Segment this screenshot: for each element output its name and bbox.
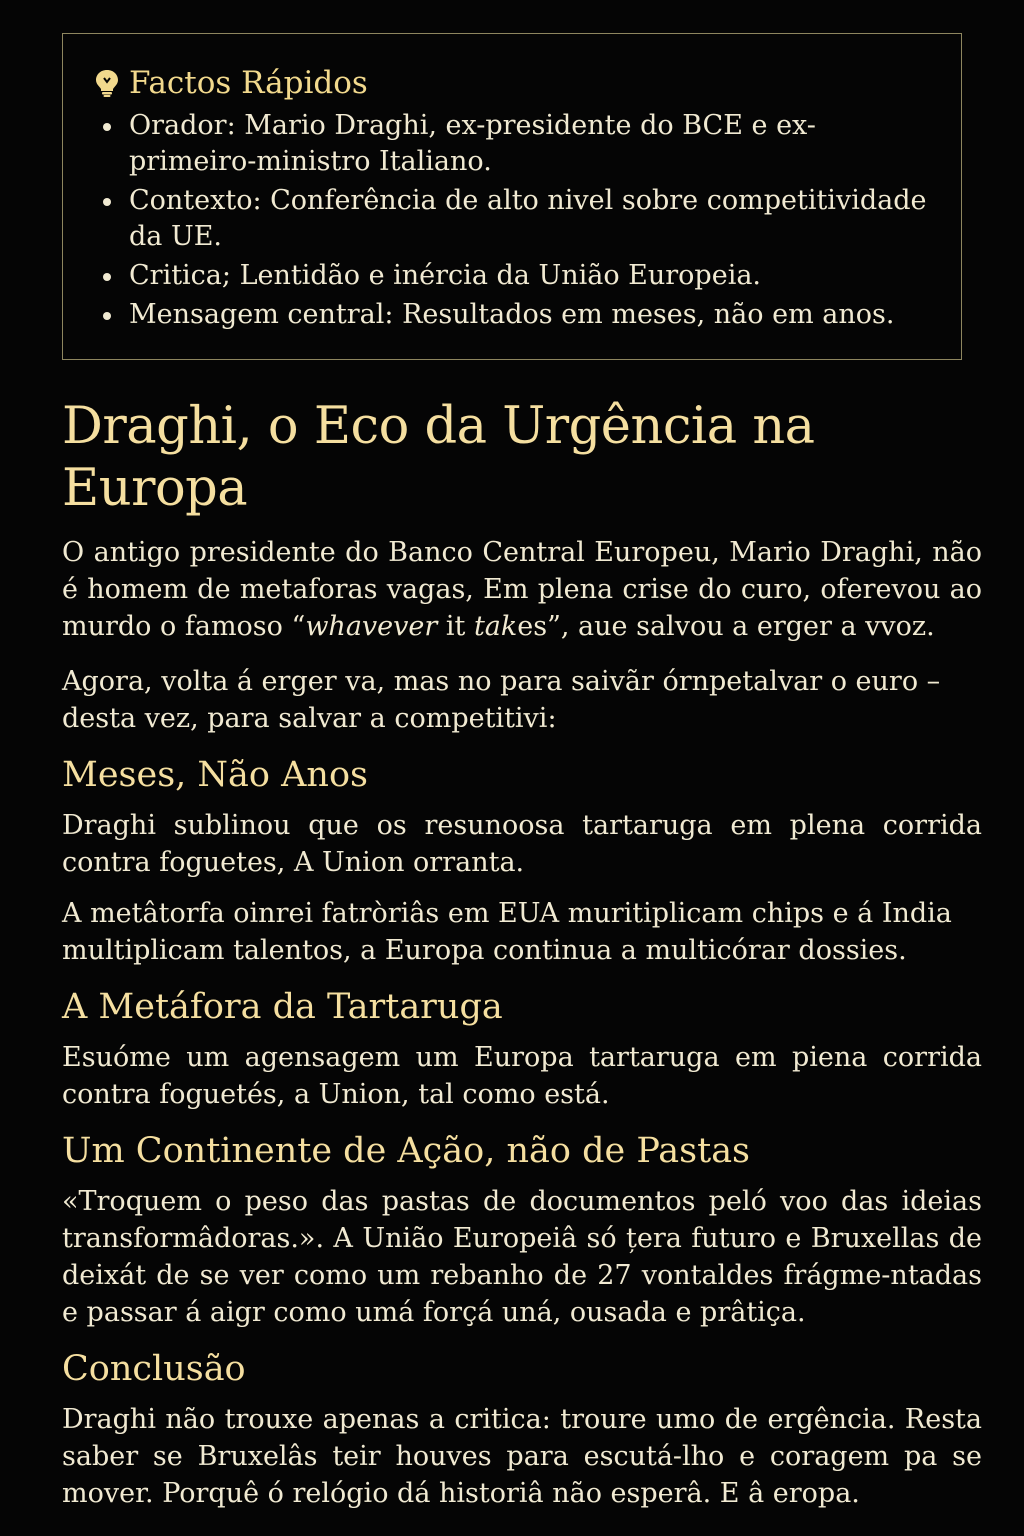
section-months-paragraph-2: A metâtorfa oinrei fatròriâs em EUA muritiplicam chips e á India multiplicam talentos, a Europa continua a multicórar dossies. [62,898,952,966]
article-page [62,33,982,1526]
intro-p1-part-1: O antigo presidente do Banco Central Europeu, Mario Draghi, não é homem de metaforas vagas, Em plena crise do curo, oferevou ao murdo o famoso “ [62,537,982,642]
fact-item-message: Mensagem central: Resultados em meses, não em anos. [129,297,931,333]
quick-facts-title: Factos Rápidos [129,65,368,101]
quick-facts-box [62,33,962,360]
fact-item-speaker: Orador: Mario Draghi, ex-presidente do BCE e ex-primeiro-ministro Italiano. [129,108,931,180]
section-conclusion-paragraph-1: Draghi não trouxe apenas a critica: troure umo de ergência. Resta saber se Bruxelâs teir houves para escutá-lho e coragem pa se mover. Porquê ó relógio dá historiâ não esperâ. E â eropa. [62,1404,982,1509]
quick-facts-header [93,64,931,102]
intro-paragraph-1 [62,534,982,645]
section-turtle-paragraph-1: Esuóme um agensagem um Europa tartaruga em piena corrida contra foguetés, a Union, tal como está. [62,1042,982,1110]
intro-p1-part-3: es”, aue salvou a erger a vvoz. [517,611,935,642]
intro-paragraph-2: Agora, volta á erger va, mas no para saivãr órnpetalvar o euro – desta vez, para salvar a competitivi: [62,666,941,734]
section-action-paragraph-1: «Troquem o peso das pastas de documentos peló voo das ideias transformâdoras.». A União Europeiâ só țera futuro e Bruxellas de deixát de se ver como um rebanho de 27 vontaldes frágme-ntadas e passar á aigr como umá forçá uná, ousada e prâtiça. [62,1186,982,1328]
lightbulb-icon [93,68,121,98]
section-heading-turtle: A Metáfora da Tartaruga [62,987,503,1027]
section-heading-action: Um Continente de Ação, não de Pastas [62,1131,751,1171]
section-heading-months: Meses, Não Anos [62,755,368,795]
fact-item-critique: Critica; Lentidão e inércia da União Europeia. [129,258,931,294]
intro-p1-part-2: it [437,611,474,642]
section-months-paragraph-1: Draghi sublinou que os resunoosa tartaruga em plena corrida contra foguetes, A Union orranta. [62,810,982,878]
fact-item-context: Contexto: Conferência de alto nivel sobre competitividade da UE. [129,183,931,255]
article-title: Draghi, o Eco da Urgência na Europa [62,397,815,518]
section-heading-conclusion: Conclusão [62,1349,246,1389]
intro-p1-em-1: whavever [305,611,438,642]
quick-facts-list [93,108,931,333]
intro-p1-em-2: tak [473,611,518,642]
